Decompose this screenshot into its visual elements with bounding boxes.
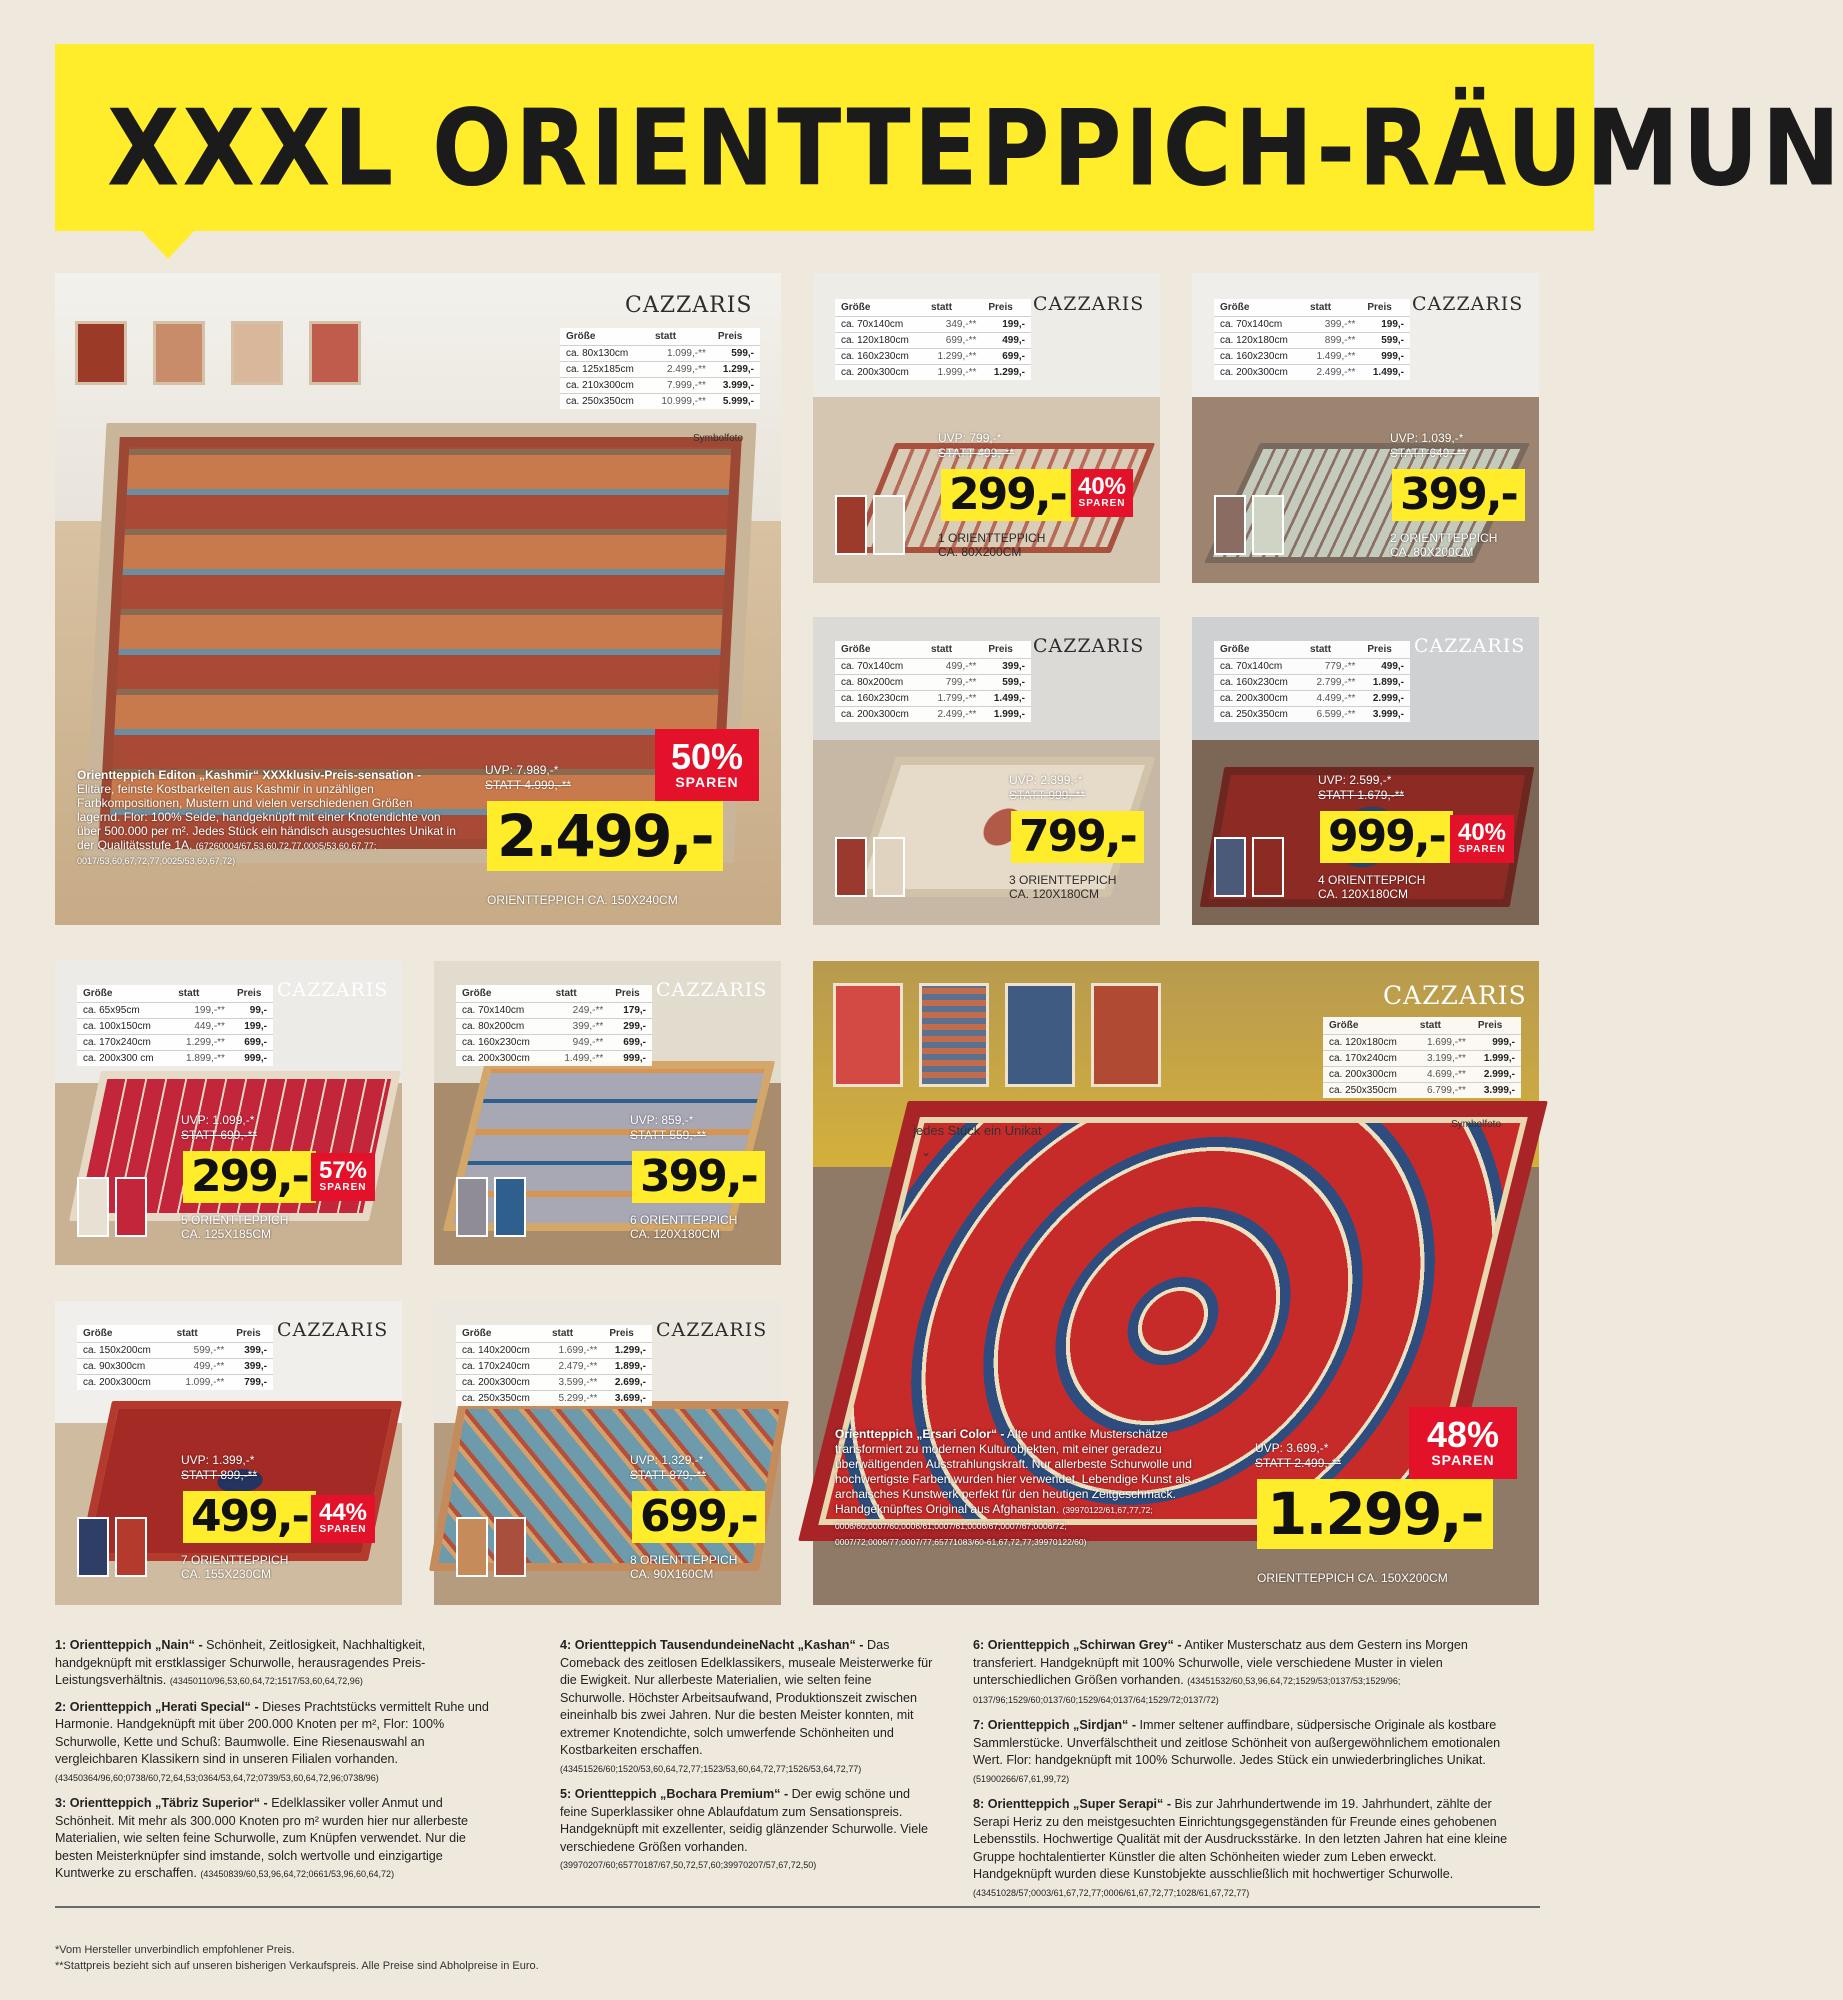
discount-badge: 40% SPAREN <box>1071 469 1133 517</box>
ersari-uvp: UVP: 3.699,-* STATT 2.499,-** <box>1255 1441 1342 1470</box>
variant-swatch[interactable] <box>873 495 905 555</box>
variant-swatch[interactable] <box>494 1177 526 1237</box>
offer-price: 799,- <box>1011 811 1144 863</box>
table-row: ca. 160x230cm 2.799,-** 1.899,- <box>1214 675 1410 691</box>
table-row: ca. 90x300cm 499,-** 399,- <box>77 1359 273 1375</box>
table-row: ca. 170x240cm 2.479,-** 1.899,- <box>456 1359 652 1375</box>
table-row: ca. 100x150cm 449,-** 199,- <box>77 1019 273 1035</box>
uvp-price: UVP: 1.039,-* STATT 649,-** <box>1390 431 1467 460</box>
brand-logo: CAZZARIS <box>1414 635 1526 657</box>
ersari-swatch-3 <box>1005 983 1075 1087</box>
hero-description: Orientteppich Editon „Kashmir“ XXXklusiv-Preis-sensation - Elitäre, feinste Kostbarkeiten aus Kashmir in unzähligen Farbkompositionen, Mustern und vielen verschiedenen Größen lagernd. Flor: 100% Seide, handgeknüpft mit einer Knotendichte von über 500.000 per m². Jedes Stück ein händisch ausgesuchtes Unikat in der Qualitätsstufe 1A. (67260004/67,53,60,72,77,0005/53,60,67,77; 0017/53,60,67,72,77,0025/53,60,67,72) <box>77 768 456 866</box>
table-row: ca. 120x180cm 1.699,-** 999,- <box>1323 1035 1521 1051</box>
product-label: 3 ORIENTTEPPICH CA. 120X180CM <box>1009 873 1117 901</box>
price-table: Größe statt Preis ca. 150x200cm 599,-** 399,- ca. 90x300cm 499,-** 399,- ca. 200x300cm 1.099,-** 799,- <box>77 1325 273 1390</box>
variant-swatch[interactable] <box>494 1517 526 1577</box>
descriptions-column-3 <box>973 1637 1513 1910</box>
offer-price: 499,- <box>183 1491 316 1543</box>
brand-logo: CAZZARIS <box>1383 981 1527 1010</box>
table-row: ca. 70x140cm 349,-** 199,- <box>835 317 1031 333</box>
hero-price-table <box>560 328 760 409</box>
table-row: ca. 200x300cm 1.499,-** 999,- <box>456 1051 652 1067</box>
ersari-product-tile[interactable] <box>813 961 1539 1605</box>
divider <box>55 1906 1540 1908</box>
ersari-description: Orientteppich „Ersari Color“ - Alte und antike Musterschätze transformiert zu modernen Kulturobjekten, mit einer geradezu überwältigenden Ausstrahlungskraft. Nur allerbeste Schurwolle und hochwertigste Farben wurden hier verwendet. Lebendige Kunst als archaisches Kunstwerk perfekt für den heutigen Zeitgeschmack. Handgeknüpftes Original aus Afghanistan. (39970122/61,67,77,72; 0006/60;0007/60;0006/61;0007/61;0006/67;0007/67;0006/72; 0007/72;0006/77;0007/77;65771083/60-61,67,72,77;39970122/60) <box>835 1427 1192 1547</box>
variant-swatch[interactable] <box>77 1177 109 1237</box>
table-row: ca. 200x300cm 4.499,-** 2.999,- <box>1214 691 1410 707</box>
brand-logo: CAZZARIS <box>656 979 768 1001</box>
table-row: ca. 200x300cm 2.499,-** 1.499,- <box>1214 365 1410 381</box>
discount-badge: 44% SPAREN <box>311 1495 375 1543</box>
table-row: ca. 70x140cm 399,-** 199,- <box>1214 317 1410 333</box>
variant-swatch[interactable] <box>835 495 867 555</box>
footnotes <box>55 1942 539 1974</box>
hero-swatch-3 <box>231 321 283 385</box>
ersari-price: 1.299,- <box>1257 1479 1493 1549</box>
hero-label: ORIENTTEPPICH CA. 150X240CM <box>487 893 678 907</box>
product-tile-4[interactable] <box>1192 617 1539 925</box>
table-row: ca. 160x230cm 1.299,-** 699,- <box>835 349 1031 365</box>
offer-price: 299,- <box>183 1151 316 1203</box>
table-row: ca. 200x300 cm 1.899,-** 999,- <box>77 1051 273 1067</box>
uvp-price: UVP: 859,-* STATT 559,-** <box>630 1113 707 1142</box>
hero-discount-badge: 50% SPAREN <box>655 729 759 801</box>
price-table: Größe statt Preis ca. 70x140cm 349,-** 199,- ca. 120x180cm 699,-** 499,- ca. 160x230cm 1.299,-** 699,- ca. 200x300cm 1.999,-** 1.299,- <box>835 299 1031 380</box>
footnote-uvp: *Vom Hersteller unverbindlich empfohlener Preis. <box>55 1944 295 1956</box>
variant-swatch[interactable] <box>456 1517 488 1577</box>
uvp-price: UVP: 2.399,-* STATT 999,-** <box>1009 773 1086 802</box>
product-tile-6[interactable] <box>434 961 781 1265</box>
variant-swatch[interactable] <box>1252 837 1284 897</box>
table-row: ca. 80x130cm 1.099,-** 599,- <box>560 346 760 362</box>
chevron-down-icon: ⌄ <box>921 1145 932 1159</box>
price-table: Größe statt Preis ca. 70x140cm 399,-** 199,- ca. 120x180cm 899,-** 599,- ca. 160x230cm 1.499,-** 999,- ca. 200x300cm 2.499,-** 1.499,- <box>1214 299 1410 380</box>
product-tile-2[interactable] <box>1192 273 1539 583</box>
product-label: 2 ORIENTTEPPICH CA. 80X200CM <box>1390 531 1498 559</box>
hero-swatch-1 <box>75 321 127 385</box>
variant-swatch[interactable] <box>1214 837 1246 897</box>
variant-swatch[interactable] <box>115 1177 147 1237</box>
product-label: 8 ORIENTTEPPICH CA. 90X160CM <box>630 1553 738 1581</box>
hero-price: 2.499,- <box>487 801 723 871</box>
brand-logo: CAZZARIS <box>1412 293 1524 315</box>
uvp-price: UVP: 2.599,-* STATT 1.679,-** <box>1318 773 1405 802</box>
ersari-swatch-1 <box>833 983 903 1087</box>
description-5: 5: Orientteppich „Bochara Premium“ - Der ewig schöne und feine Superklassiker ohne Ablaufdatum zum Sensationspreis. Handgeknüpft mit exzellenter, seidig glänzender Schurwolle. Viele verschiedene Größen vorhanden. (39970207/60;65770187/67,50,72,57,60;39970207/57,67,72,50) <box>560 1787 929 1870</box>
table-row: ca. 170x240cm 1.299,-** 699,- <box>77 1035 273 1051</box>
descriptions-column-1 <box>55 1637 495 1892</box>
brand-logo: CAZZARIS <box>625 293 753 318</box>
brand-logo: CAZZARIS <box>656 1319 768 1341</box>
hero-swatch-2 <box>153 321 205 385</box>
product-label: 1 ORIENTTEPPICH CA. 80X200CM <box>938 531 1046 559</box>
price-table: Größe statt Preis ca. 140x200cm 1.699,-** 1.299,- ca. 170x240cm 2.479,-** 1.899,- ca. 200x300cm 3.599,-** 2.699,- ca. 250x350cm 5.299,-** 3.699,- <box>456 1325 652 1406</box>
table-row: ca. 210x300cm 7.999,-** 3.999,- <box>560 378 760 394</box>
column-preis: Preis <box>717 331 743 342</box>
description-3: 3: Orientteppich „Täbriz Superior“ - Edelklassiker voller Anmut und Schönheit. Mit mehr als 300.000 Knoten pro m² wurden hier nur allerbeste Materialien, wie selten feine Schurwolle, zum Knüpfen verwendet. Nur die besten Meisterknüpfer sind imstande, solch wertvolle und einzigartige Kuntwerke zu erschaffen. (43450839/60,53,96,64,72;0661/53,96,60,64,72) <box>55 1796 469 1880</box>
headline-title: XXXL ORIENTTEPPICH-RÄUMUN <box>107 88 1843 211</box>
description-7: 7: Orientteppich „Sirdjan“ - Immer seltener auffindbare, südpersische Originale als kostbare Sammlerstücke. Unverfälschtheit und zeitlose Schönheit von außergewöhnlichem emotionalen Wert. Flor: handgeknüpft mit 100% Schurwolle. Jedes Stück ein unwiederbringliches Unikat. (51900266/67,61,99,72) <box>973 1718 1501 1784</box>
descriptions-column-2 <box>560 1637 940 1883</box>
table-row: ca. 250x350cm 5.299,-** 3.699,- <box>456 1391 652 1407</box>
description-8: 8: Orientteppich „Super Serapi“ - Bis zur Jahrhundertwende im 19. Jahrhundert, zählte der Serapi Heriz zu den meistgesuchten Einrichtungsgegenständen für Freunde eines gehobenen Lebensstils. Hochwertige Qualität mit der Ausdrucksstärke. In den letzten Jahren hat eine kleine Gruppe hochtalentierter Künstler die alten Schönheiten wieder zum Leben erweckt. Handgeknüpft wurden diese Kunstobjekte ausschließlich mit hochwertiger Schurwolle. (43451028/57;0003/61,67,72,77;0006/61,67,72,77;1028/61,67,72,77) <box>973 1797 1508 1898</box>
description-4: 4: Orientteppich TausendundeineNacht „Kashan“ - Das Comeback des zeitlosen Edelklassikers, museale Meisterwerke für die Ewigkeit. Nur allerbeste Materialien, wie selten feine Schurwolle. Höchster Arbeitsaufwand, Produktionszeit zwischen eineinhalb bis zwei Jahren. Nur die besten Meister konnten, mit extremer Knotendichte, solch umwerfende Schönheiten und Kostbarkeiten erschaffen. (43451526/60;1520/53,60,64,72,77;1523/53,60,64,72,77;1526/53,64,72,77) <box>560 1638 933 1774</box>
table-row: ca. 200x300cm 1.099,-** 799,- <box>77 1375 273 1391</box>
hero-product-tile[interactable] <box>55 273 781 925</box>
variant-swatch[interactable] <box>873 837 905 897</box>
variant-swatch[interactable] <box>835 837 867 897</box>
table-row: ca. 150x200cm 599,-** 399,- <box>77 1343 273 1359</box>
price-table: Größe statt Preis ca. 70x140cm 249,-** 179,- ca. 80x200cm 399,-** 299,- ca. 160x230cm 949,-** 699,- ca. 200x300cm 1.499,-** 999,- <box>456 985 652 1066</box>
product-tile-8[interactable] <box>434 1301 781 1605</box>
product-label: 5 ORIENTTEPPICH CA. 125X185CM <box>181 1213 289 1241</box>
description-6: 6: Orientteppich „Schirwan Grey“ - Antiker Musterschatz aus dem Gestern ins Morgen transferiert. Handgeknüpft mit 100% Schurwolle, viele verschiedene Muster in vielen unterschiedlichen Größen vorhanden. (43451532/60,53,96,64,72;1529/53;0137/53;1529/96; 0137/96;1529/60;0137/60;1529/64;0137/64;1529/72;0137/72) <box>973 1638 1468 1705</box>
symbolfoto-note: Symbolfoto <box>1451 1119 1502 1130</box>
table-row: ca. 250x350cm 6.799,-** 3.999,- <box>1323 1083 1521 1099</box>
table-row: ca. 250x350cm 6.599,-** 3.999,- <box>1214 707 1410 723</box>
table-row: ca. 125x185cm 2.499,-** 1.299,- <box>560 362 760 378</box>
uvp-price: UVP: 1.329,-* STATT 879,-** <box>630 1453 707 1482</box>
ersari-label: ORIENTTEPPICH CA. 150X200CM <box>1257 1571 1448 1585</box>
table-row: ca. 140x200cm 1.699,-** 1.299,- <box>456 1343 652 1359</box>
uvp-price: UVP: 799,-* STATT 499,-** <box>938 431 1015 460</box>
product-tile-5[interactable] <box>55 961 402 1265</box>
unikat-note: jedes Stück ein Unikat <box>913 1123 1042 1138</box>
discount-badge: 57% SPAREN <box>311 1153 375 1201</box>
product-tile-1[interactable] <box>813 273 1160 583</box>
description-2: 2: Orientteppich „Herati Special“ - Dieses Prachtstücks vermittelt Ruhe und Harmonie. Handgeknüpft mit über 200.000 Knoten per m², Flor: 100% Schurwolle, Kette und Schuß: Baumwolle. Eine Riesenauswahl an vergleichbaren Klassikern sind in unseren Filialen vorhanden. (43450364/96,60;0738/60,72,64,53;0364/53,64,72;0739/53,60,64,72,96;0738/96) <box>55 1699 489 1783</box>
offer-price: 699,- <box>632 1491 765 1543</box>
offer-price: 399,- <box>632 1151 765 1203</box>
offer-price: 399,- <box>1392 469 1525 521</box>
brand-logo: CAZZARIS <box>1033 293 1145 315</box>
symbolfoto-note: Symbolfoto <box>693 433 744 444</box>
variant-swatch[interactable] <box>1252 495 1284 555</box>
offer-price: 999,- <box>1320 811 1453 863</box>
table-row: ca. 250x350cm 10.999,-** 5.999,- <box>560 394 760 410</box>
variant-swatch[interactable] <box>77 1517 109 1577</box>
ersari-swatch-4 <box>1091 983 1161 1087</box>
ersari-price-table: Größe statt Preis ca. 120x180cm 1.699,-** 999,- ca. 170x240cm 3.199,-** 1.999,- ca. 200x300cm 4.699,-** 2.999,- ca. 250x350cm 6.799,-** 3.999,- <box>1323 1017 1521 1098</box>
price-table: Größe statt Preis ca. 70x140cm 499,-** 399,- ca. 80x200cm 799,-** 599,- ca. 160x230cm 1.799,-** 1.499,- ca. 200x300cm 2.499,-** 1.999,- <box>835 641 1031 722</box>
ersari-discount-badge: 48% SPAREN <box>1409 1407 1517 1479</box>
table-row: ca. 80x200cm 399,-** 299,- <box>456 1019 652 1035</box>
table-row: ca. 120x180cm 699,-** 499,- <box>835 333 1031 349</box>
table-row: ca. 200x300cm 1.999,-** 1.299,- <box>835 365 1031 381</box>
table-row: ca. 120x180cm 899,-** 599,- <box>1214 333 1410 349</box>
hero-uvp: UVP: 7.989,-* STATT 4.999,-** <box>485 763 572 792</box>
product-label: 7 ORIENTTEPPICH CA. 155X230CM <box>181 1553 289 1581</box>
description-1: 1: Orientteppich „Nain“ - Schönheit, Zeitlosigkeit, Nachhaltigkeit, handgeknüpft mit erstklassiger Schurwolle, herausragendes Preis-Leistungsverhältnis. (43450110/96,53,60,64,72;1517/53,60,64,72,96) <box>55 1638 426 1687</box>
column-size: Größe <box>566 331 596 342</box>
variant-swatch[interactable] <box>456 1177 488 1237</box>
brand-logo: CAZZARIS <box>1033 635 1145 657</box>
table-row: ca. 160x230cm 949,-** 699,- <box>456 1035 652 1051</box>
table-row: ca. 70x140cm 779,-** 499,- <box>1214 659 1410 675</box>
uvp-price: UVP: 1.099,-* STATT 699,-** <box>181 1113 258 1142</box>
brand-logo: CAZZARIS <box>277 979 389 1001</box>
ersari-swatch-2 <box>919 983 989 1087</box>
table-row: ca. 200x300cm 2.499,-** 1.999,- <box>835 707 1031 723</box>
price-table: Größe statt Preis ca. 70x140cm 779,-** 499,- ca. 160x230cm 2.799,-** 1.899,- ca. 200x300cm 4.499,-** 2.999,- ca. 250x350cm 6.599,-** 3.999,- <box>1214 641 1410 722</box>
table-row: ca. 70x140cm 249,-** 179,- <box>456 1003 652 1019</box>
product-tile-7[interactable] <box>55 1301 402 1605</box>
product-tile-3[interactable] <box>813 617 1160 925</box>
table-row: ca. 80x200cm 799,-** 599,- <box>835 675 1031 691</box>
footnote-statt: **Stattpreis bezieht sich auf unseren bisherigen Verkaufspreis. Alle Preise sind Abholpreise in Euro. <box>55 1960 539 1972</box>
column-statt: statt <box>654 331 677 342</box>
offer-price: 299,- <box>941 469 1074 521</box>
product-label: 6 ORIENTTEPPICH CA. 120X180CM <box>630 1213 738 1241</box>
table-row: ca. 200x300cm 3.599,-** 2.699,- <box>456 1375 652 1391</box>
variant-swatch[interactable] <box>1214 495 1246 555</box>
uvp-price: UVP: 1.399,-* STATT 899,-** <box>181 1453 258 1482</box>
discount-badge: 40% SPAREN <box>1450 815 1514 863</box>
table-row: ca. 160x230cm 1.499,-** 999,- <box>1214 349 1410 365</box>
table-row: ca. 200x300cm 4.699,-** 2.999,- <box>1323 1067 1521 1083</box>
price-table: Größe statt Preis ca. 65x95cm 199,-** 99,- ca. 100x150cm 449,-** 199,- ca. 170x240cm 1.299,-** 699,- ca. 200x300 cm 1.899,-** 999,- <box>77 985 273 1066</box>
brand-logo: CAZZARIS <box>277 1319 389 1341</box>
headline-banner <box>55 44 1843 231</box>
table-row: ca. 170x240cm 3.199,-** 1.999,- <box>1323 1051 1521 1067</box>
product-label: 4 ORIENTTEPPICH CA. 120X180CM <box>1318 873 1426 901</box>
variant-swatch[interactable] <box>115 1517 147 1577</box>
banner-pointer <box>142 231 194 259</box>
table-row: ca. 160x230cm 1.799,-** 1.499,- <box>835 691 1031 707</box>
table-row: ca. 70x140cm 499,-** 399,- <box>835 659 1031 675</box>
hero-swatch-4 <box>309 321 361 385</box>
rug-image <box>443 1061 775 1231</box>
table-row: ca. 65x95cm 199,-** 99,- <box>77 1003 273 1019</box>
